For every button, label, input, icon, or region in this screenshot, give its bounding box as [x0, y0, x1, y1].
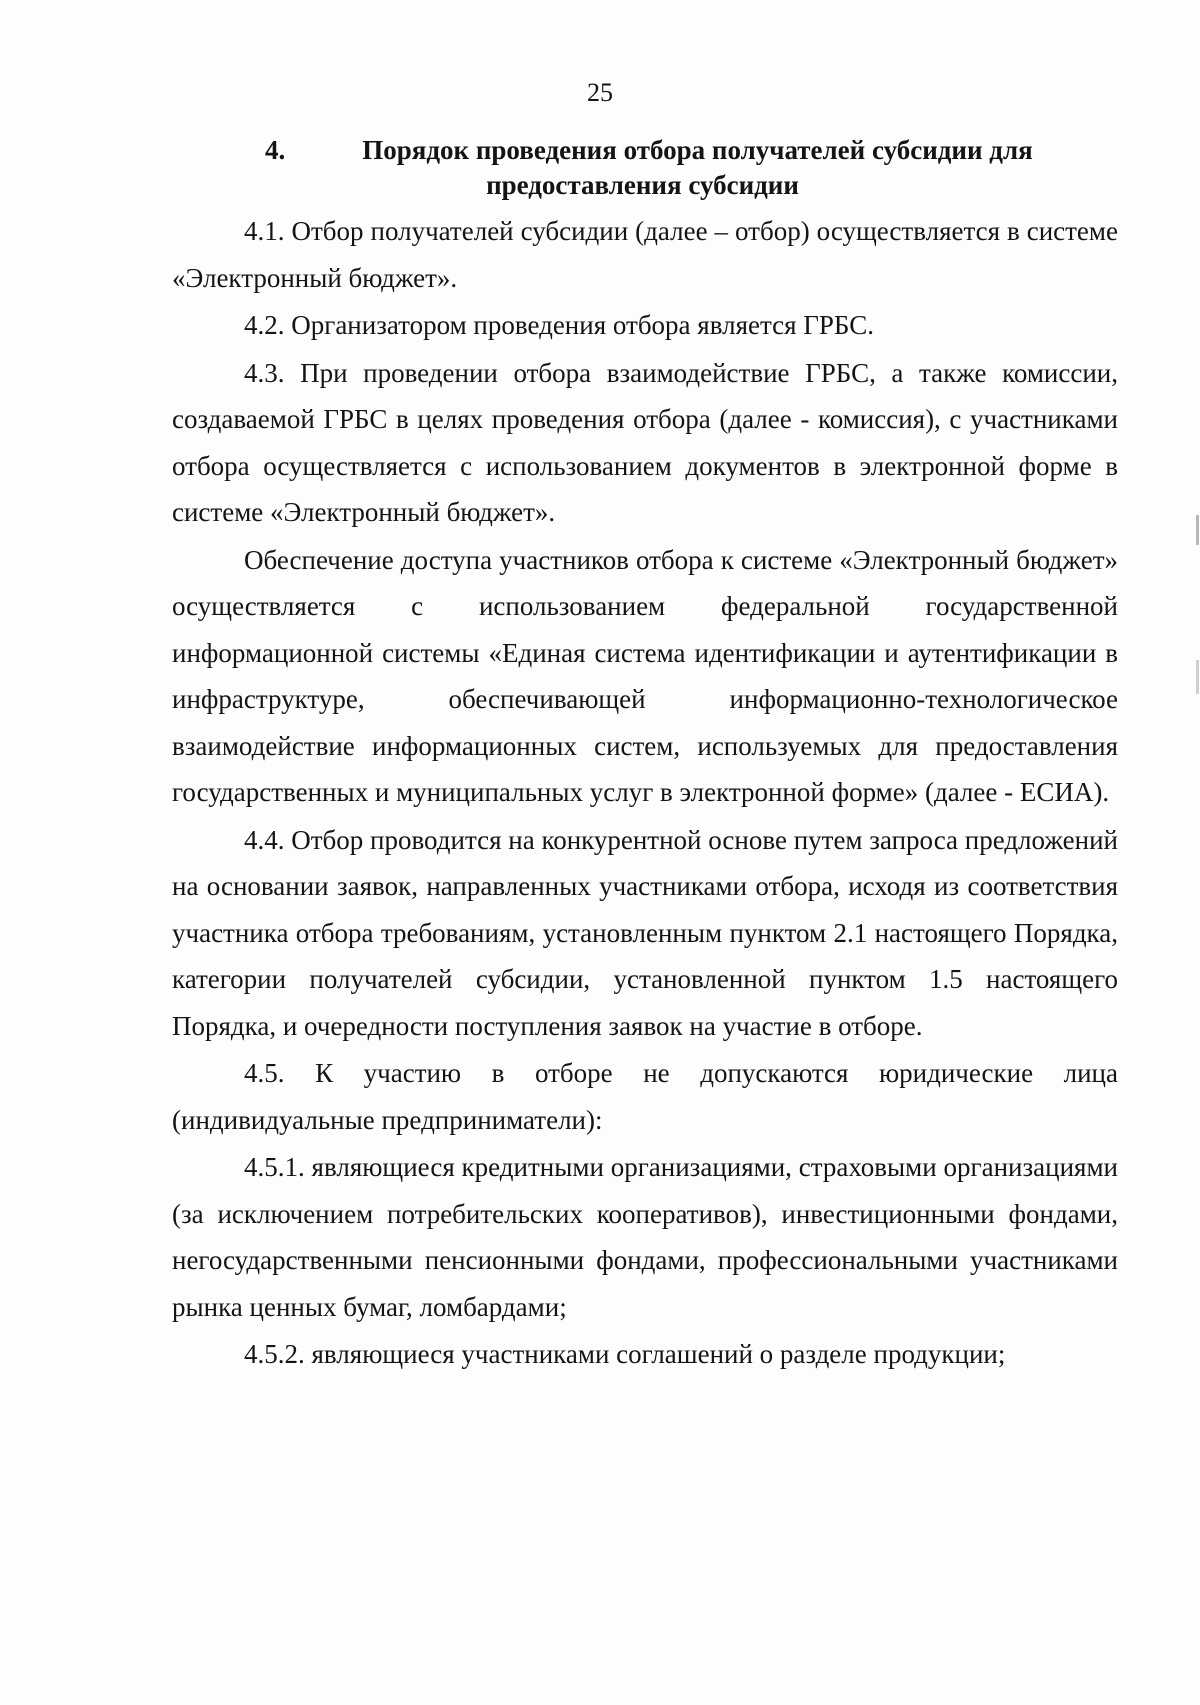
paragraph-4-5-1: 4.5.1. являющиеся кредитными организациями, страховыми организациями (за исключением потребительских кооперативов), инвестиционными фондами, негосударственными пенсионными фондами, профессиональными участниками рынка ценных бумаг, ломбардами;: [172, 1152, 1118, 1322]
paragraph-4-3: 4.3. При проведении отбора взаимодействие ГРБС, а также комиссии, создаваемой ГРБС в целях проведения отбора (далее - комиссия), с участниками отбора осуществляется с использованием документов в электронной форме в системе «Электронный бюджет».: [172, 357, 1118, 527]
paragraph-4-1: 4.1. Отбор получателей субсидии (далее – отбор) осуществляется в системе «Электронный бюджет».: [172, 216, 1118, 293]
heading-line-1: Порядок проведения отбора получателей субсидии для: [362, 135, 1033, 165]
paragraph-4-2: 4.2. Организатором проведения отбора является ГРБС.: [244, 310, 874, 340]
scan-edge-mark: [1196, 660, 1199, 694]
section-heading: [170, 133, 1115, 203]
heading-line-2: предоставления субсидии: [486, 170, 799, 200]
paragraph-4-5-2: 4.5.2. являющиеся участниками соглашений о разделе продукции;: [244, 1339, 1006, 1369]
page-number: 25: [587, 78, 613, 107]
section-number: 4.: [265, 135, 286, 165]
document-body: [172, 208, 1118, 1379]
paragraph-esia-access: Обеспечение доступа участников отбора к системе «Электронный бюджет» осуществляется с использованием федеральной государственной информационной системы «Единая система идентификации и аутентификации в инфраструктуре, обеспечивающей информационно-технологическое взаимодействие информационных систем, используемых для предоставления государственных и муниципальных услуг в электронной форме» (далее - ЕСИА).: [172, 544, 1118, 807]
paragraph-4-4: 4.4. Отбор проводится на конкурентной основе путем запроса предложений на основании заявок, направленных участниками отбора, исходя из соответствия участника отбора требованиям, установленным пунктом 2.1 настоящего Порядка, категории получателей субсидии, установленной пунктом 1.5 настоящего Порядка, и очередности поступления заявок на участие в отборе.: [172, 824, 1118, 1041]
paragraph-4-5: 4.5. К участию в отборе не допускаются юридические лица (индивидуальные предприниматели):: [172, 1058, 1118, 1135]
scan-edge-mark: [1196, 515, 1199, 545]
